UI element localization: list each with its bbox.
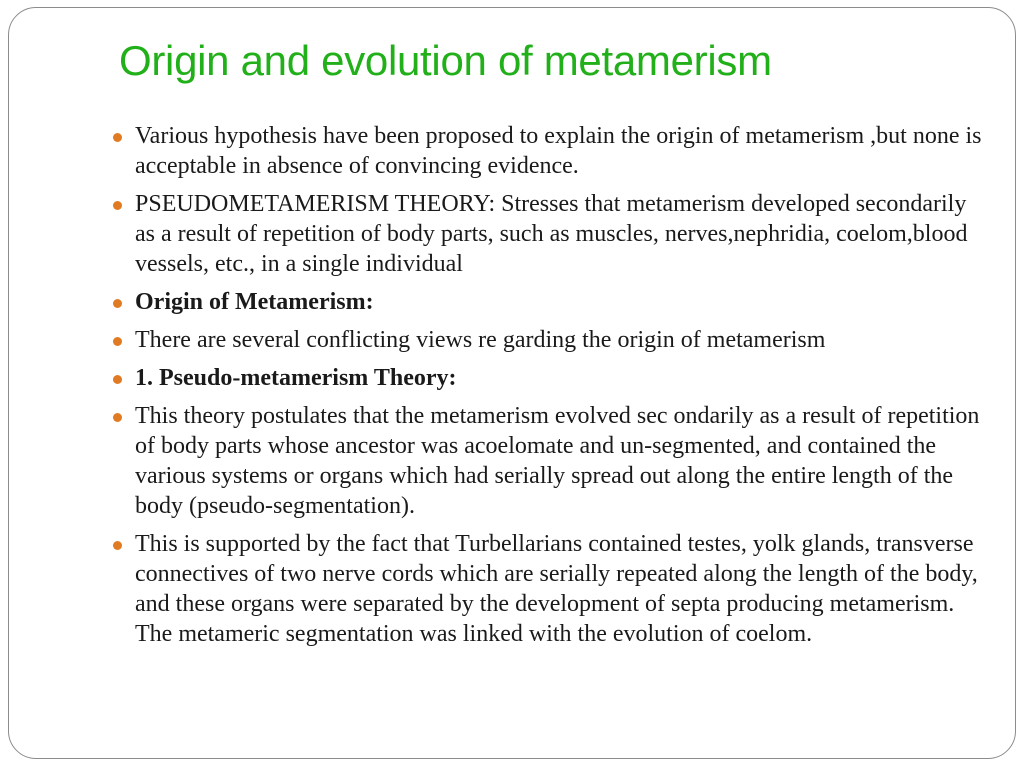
bullet-dot-icon (113, 541, 122, 550)
bullet-heading (135, 287, 985, 317)
bullet-dot-icon (113, 375, 122, 384)
bullet-text: 1. Pseudo-metamerism Theory: (135, 365, 457, 391)
bullet-dot-icon (113, 337, 122, 346)
bullet-text: This theory postulates that the metamerism evolved sec ondarily as a result of repetition of body parts whose ancestor was acoelomate and un-segmented, and contained the various systems or organs which had serially spread out along the entire length of the body (pseudo-segmentation). (135, 403, 980, 519)
bullet-list (135, 121, 985, 657)
slide-frame (8, 7, 1016, 759)
bullet-item (135, 189, 985, 279)
bullet-text: Origin of Metamerism: (135, 289, 374, 315)
bullet-item (135, 529, 985, 649)
bullet-item (135, 401, 985, 521)
bullet-text: There are several conflicting views re garding the origin of metamerism (135, 327, 826, 353)
bullet-dot-icon (113, 299, 122, 308)
bullet-dot-icon (113, 201, 122, 210)
bullet-dot-icon (113, 133, 122, 142)
bullet-item (135, 121, 985, 181)
bullet-text: PSEUDOMETAMERISM THEORY: Stresses that metamerism developed secondarily as a result of repetition of body parts, such as muscles, nerves,nephridia, coelom,blood vessels, etc., in a single individual (135, 191, 968, 277)
bullet-text: This is supported by the fact that Turbellarians contained testes, yolk glands, transverse connectives of two nerve cords which are serially repeated along the length of the body, and these organs were separated by the development of septa producing metamerism. The metameric segmentation was linked with the evolution of coelom. (135, 531, 978, 647)
slide-title: Origin and evolution of metamerism (119, 37, 772, 84)
bullet-heading (135, 363, 985, 393)
bullet-text: Various hypothesis have been proposed to explain the origin of metamerism ,but none is acceptable in absence of convincing evidence. (135, 123, 982, 179)
bullet-item (135, 325, 985, 355)
bullet-dot-icon (113, 413, 122, 422)
